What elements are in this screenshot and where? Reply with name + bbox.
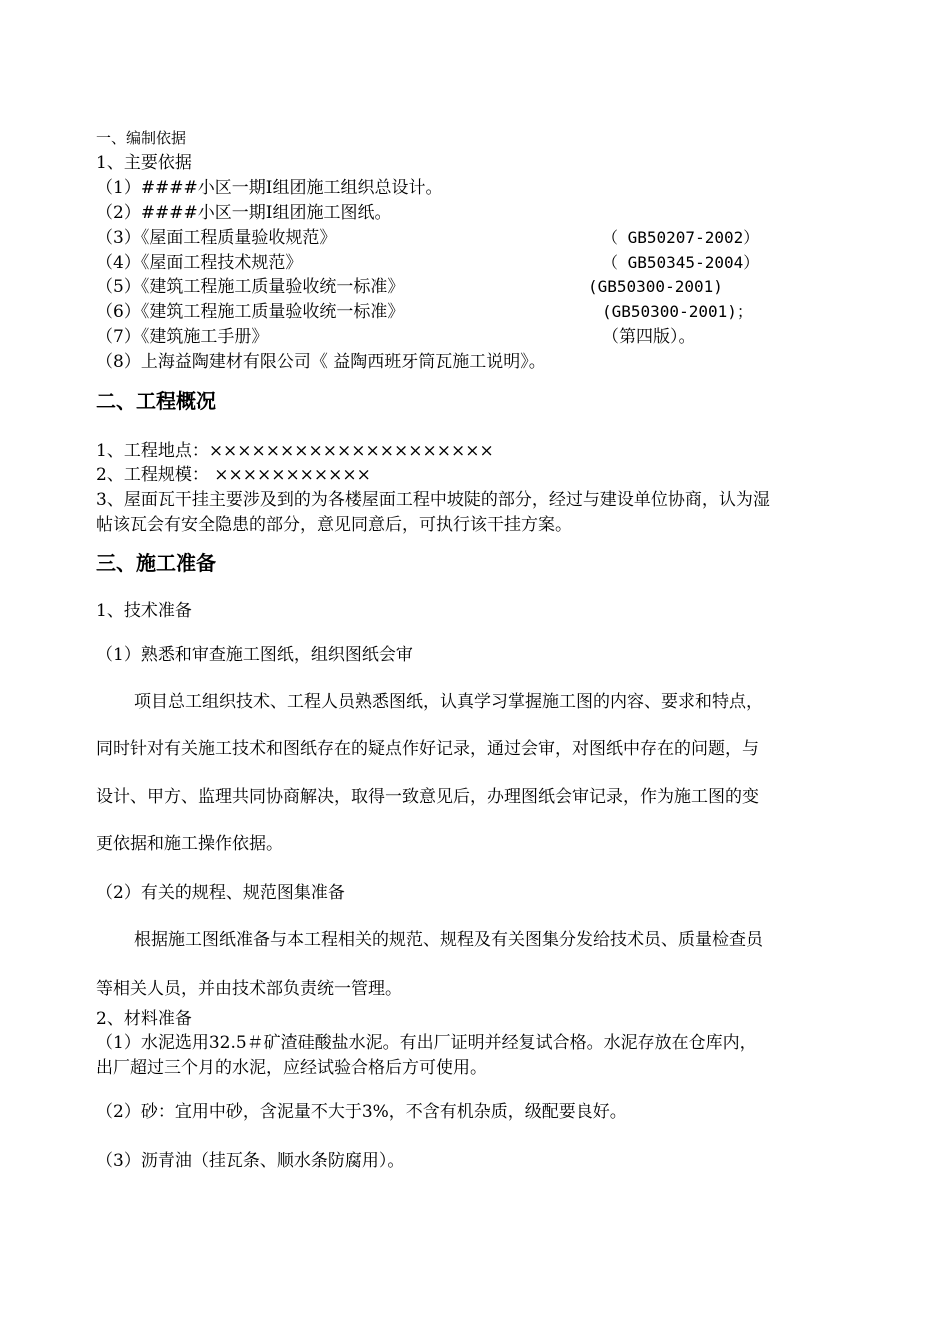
paragraph-line: （1）水泥选用32.5＃矿渣硅酸盐水泥。有出厂证明并经复试合格。水泥存放在仓库内， bbox=[96, 1033, 757, 1053]
reference-item: （7）《建筑施工手册》 bbox=[96, 327, 269, 347]
reference-item: （5）《建筑工程施工质量验收统一标准》 bbox=[96, 277, 405, 297]
subsection-title: 1、主要依据 bbox=[96, 153, 192, 173]
section-title: 一、编制依据 bbox=[96, 129, 187, 147]
paragraph-line: 更依据和施工操作依据。 bbox=[96, 834, 283, 854]
standard-code: (GB50300-2001)； bbox=[602, 302, 753, 321]
paragraph-line: 设计、甲方、监理共同协商解决，取得一致意见后，办理图纸会审记录，作为施工图的变 bbox=[96, 787, 759, 807]
reference-item: （3）《屋面工程质量验收规范》 bbox=[96, 228, 337, 248]
subsection-item: （2）有关的规程、规范图集准备 bbox=[96, 883, 345, 903]
paragraph-line: 出厂超过三个月的水泥，应经试验合格后方可使用。 bbox=[96, 1058, 487, 1078]
paragraph-line: 帖该瓦会有安全隐患的部分，意见同意后，可执行该干挂方案。 bbox=[96, 515, 572, 535]
paragraph-line: 3、屋面瓦干挂主要涉及到的为各楼屋面工程中坡陡的部分，经过与建设单位协商，认为湿 bbox=[96, 490, 770, 510]
paragraph-line: 项目总工组织技术、工程人员熟悉图纸，认真学习掌握施工图的内容、要求和特点， bbox=[134, 692, 763, 712]
subsection-title: 1、技术准备 bbox=[96, 601, 192, 621]
paragraph-line: （2）砂：宜用中砂，含泥量不大于3%，不含有机杂质，级配要良好。 bbox=[96, 1102, 627, 1122]
project-scale: 2、工程规模： ××××××××××× bbox=[96, 465, 371, 485]
paragraph-line: （3）沥青油（挂瓦条、顺水条防腐用）。 bbox=[96, 1151, 405, 1171]
paragraph-line: 根据施工图纸准备与本工程相关的规范、规程及有关图集分发给技术员、质量检查员 bbox=[134, 930, 763, 950]
standard-code: （ GB50345-2004） bbox=[602, 253, 760, 272]
project-location: 1、工程地点：×××××××××××××××××××× bbox=[96, 441, 494, 461]
subsection-title: 2、材料准备 bbox=[96, 1009, 192, 1029]
standard-code: （ GB50207-2002） bbox=[602, 228, 760, 247]
paragraph-line: 等相关人员，并由技术部负责统一管理。 bbox=[96, 979, 402, 999]
standard-code: (GB50300-2001) bbox=[588, 277, 723, 296]
reference-item: （1）####小区一期Ⅰ组团施工组织总设计。 bbox=[96, 178, 443, 198]
reference-item: （4）《屋面工程技术规范》 bbox=[96, 253, 303, 273]
reference-item: （2）####小区一期Ⅰ组团施工图纸。 bbox=[96, 203, 392, 223]
section-heading: 三、施工准备 bbox=[96, 551, 216, 575]
reference-item: （8）上海益陶建材有限公司《 益陶西班牙筒瓦施工说明》。 bbox=[96, 352, 546, 372]
subsection-item: （1）熟悉和审查施工图纸，组织图纸会审 bbox=[96, 645, 413, 665]
paragraph-line: 同时针对有关施工技术和图纸存在的疑点作好记录，通过会审，对图纸中存在的问题，与 bbox=[96, 739, 759, 759]
reference-item: （6）《建筑工程施工质量验收统一标准》 bbox=[96, 302, 405, 322]
section-heading: 二、工程概况 bbox=[96, 389, 216, 413]
edition-note: （第四版）。 bbox=[602, 327, 696, 347]
